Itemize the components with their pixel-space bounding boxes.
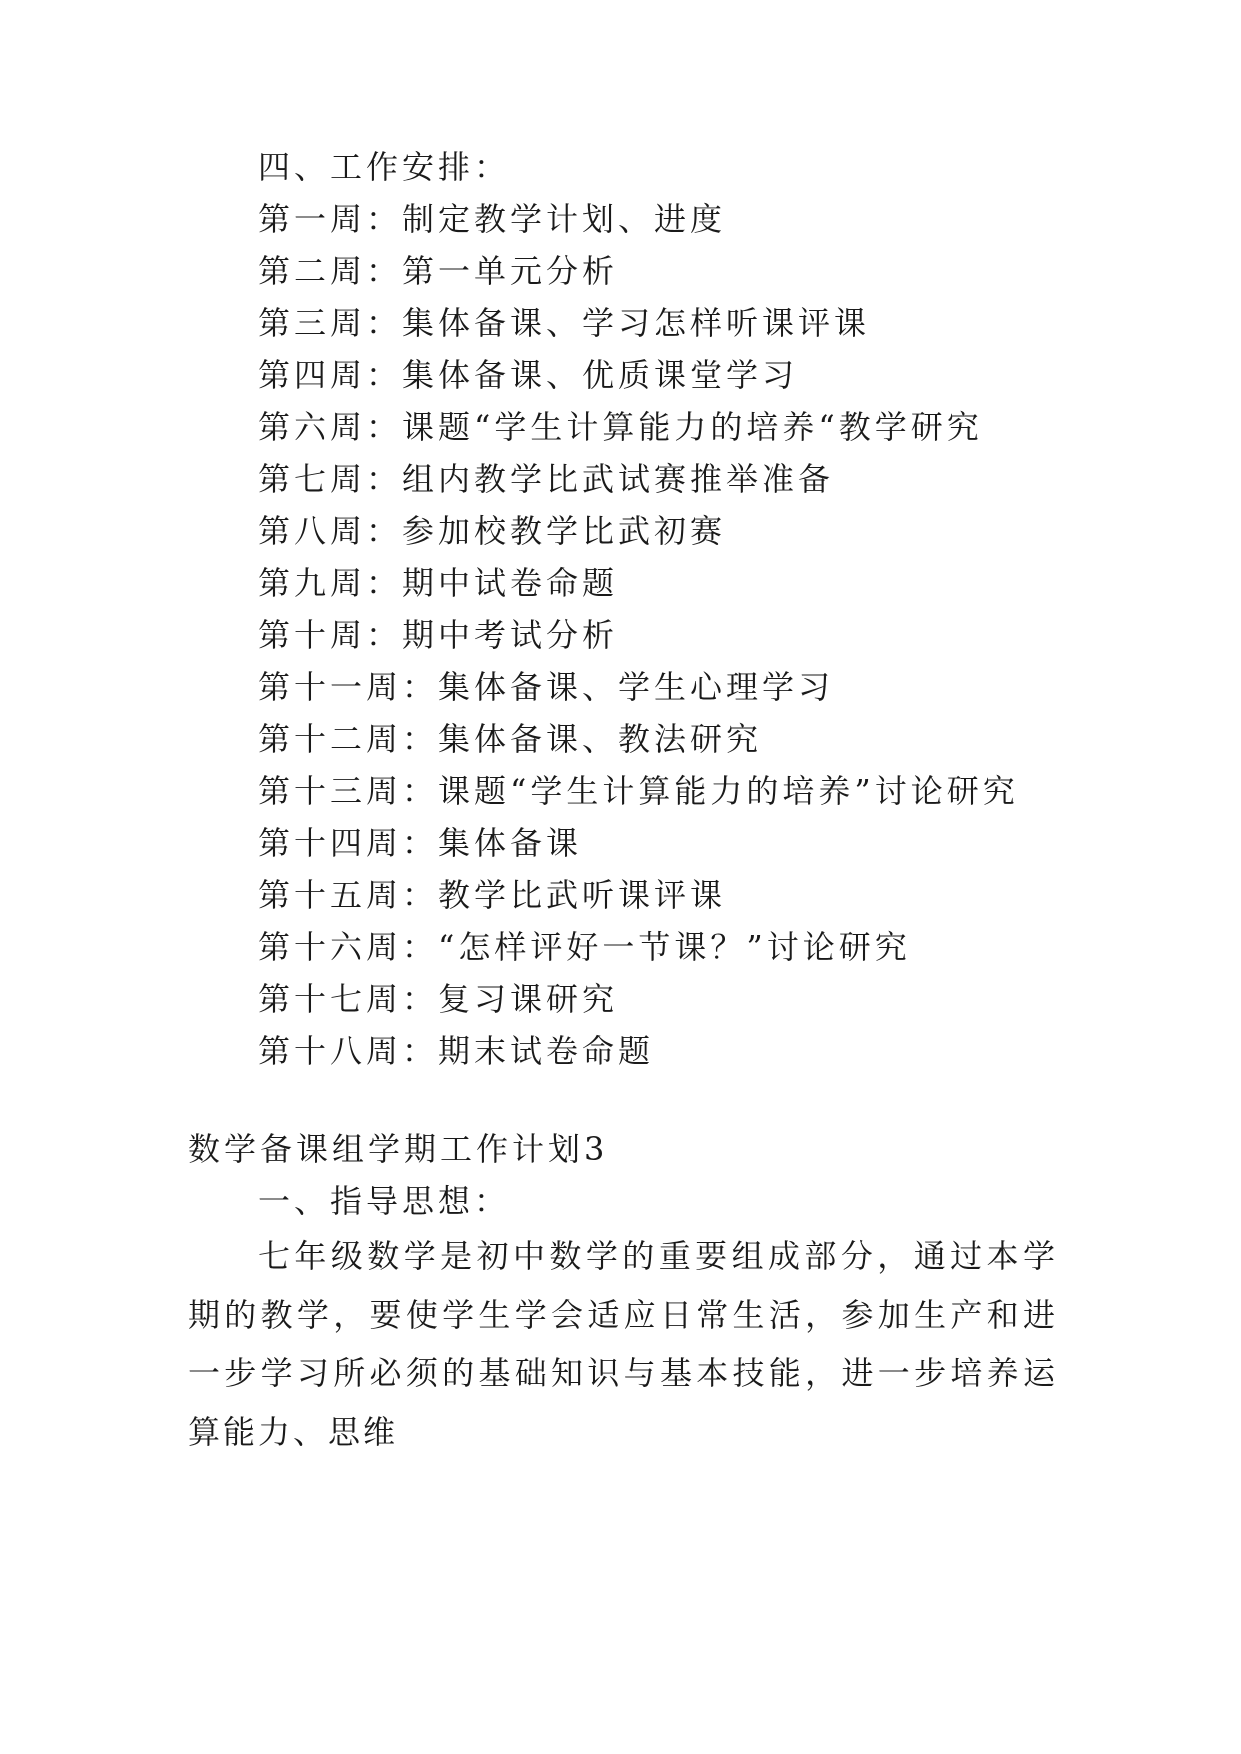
week-item: 第七周：组内教学比武试赛推举准备 bbox=[258, 460, 835, 498]
section-heading: 四、工作安排： bbox=[258, 148, 511, 186]
week-item: 第三周：集体备课、学习怎样听课评课 bbox=[258, 304, 871, 342]
week-item: 第十七周：复习课研究 bbox=[258, 980, 619, 1018]
week-item: 第十一周：集体备课、学生心理学习 bbox=[258, 668, 835, 706]
week-item: 第十四周：集体备课 bbox=[258, 824, 583, 862]
week-item: 第十二周：集体备课、教法研究 bbox=[258, 720, 763, 758]
body-paragraph: 七年级数学是初中数学的重要组成部分，通过本学期的教学，要使学生学会适应日常生活，参加生产和进一步学习所必须的基础知识与基本技能，进一步培养运算能力、思维 bbox=[188, 1237, 1058, 1451]
document-title: 数学备课组学期工作计划3 bbox=[188, 1130, 609, 1168]
section-heading: 一、指导思想： bbox=[258, 1182, 511, 1220]
week-item: 第十周：期中考试分析 bbox=[258, 616, 619, 654]
week-item: 第一周：制定教学计划、进度 bbox=[258, 200, 727, 238]
week-item: 第十八周：期末试卷命题 bbox=[258, 1032, 655, 1070]
week-item: 第二周：第一单元分析 bbox=[258, 252, 619, 290]
week-item: 第八周：参加校教学比武初赛 bbox=[258, 512, 727, 550]
week-item: 第六周：课题“学生计算能力的培养“教学研究 bbox=[258, 408, 983, 446]
week-item: 第十三周：课题“学生计算能力的培养”讨论研究 bbox=[258, 772, 1019, 810]
week-item: 第九周：期中试卷命题 bbox=[258, 564, 619, 602]
week-item: 第四周：集体备课、优质课堂学习 bbox=[258, 356, 799, 394]
week-item: 第十六周：“怎样评好一节课？”讨论研究 bbox=[258, 928, 911, 966]
week-item: 第十五周：教学比武听课评课 bbox=[258, 876, 727, 914]
